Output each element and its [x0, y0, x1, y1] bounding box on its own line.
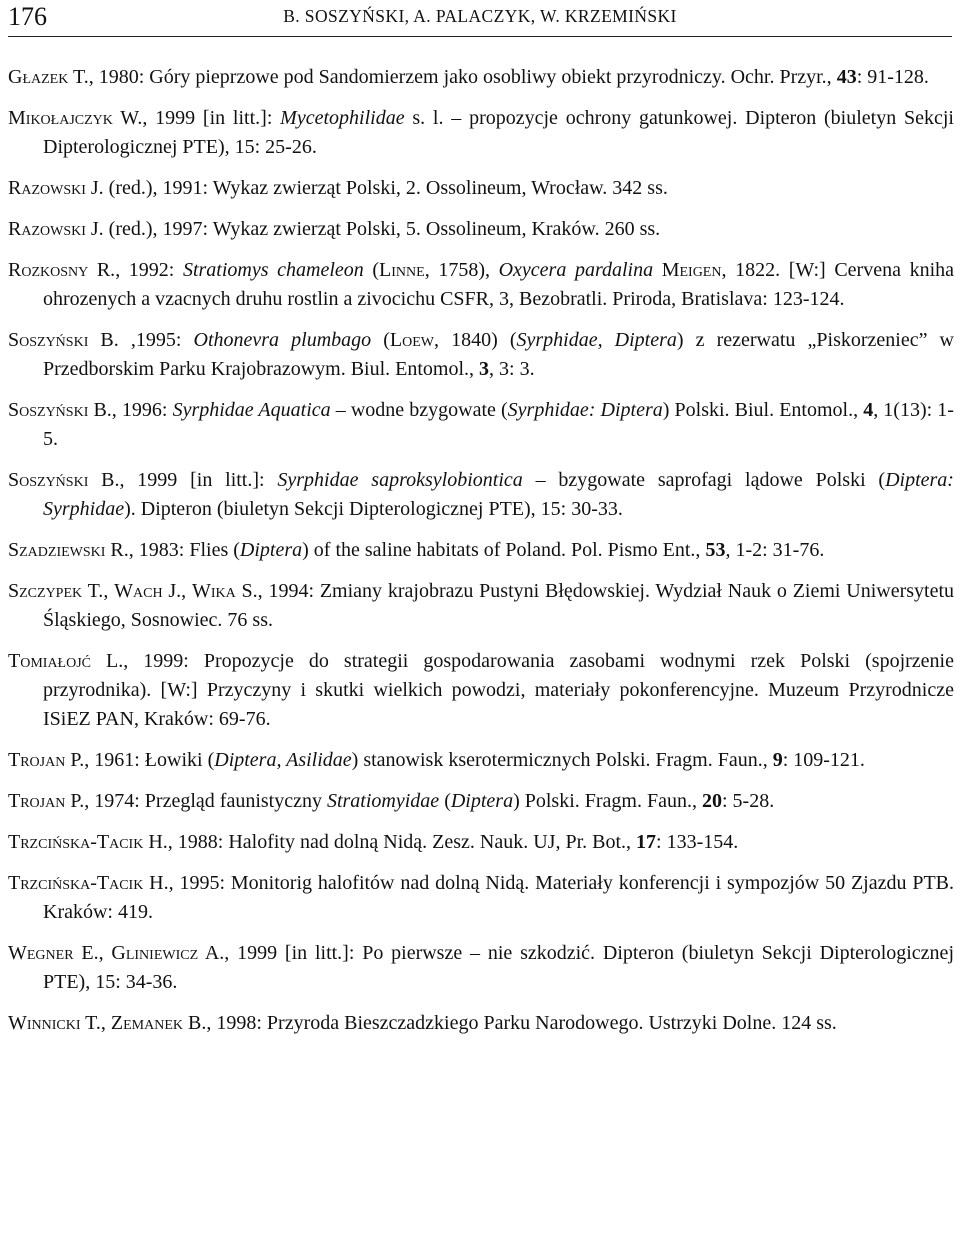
reference-text: , 1996: — [111, 399, 173, 421]
italic-text: Diptera: Syrphidae — [43, 469, 954, 520]
author-name: Trzcińska-Tacik H. — [8, 872, 169, 894]
reference-text: (red.), 1997: Wykaz zwierząt Polski, 5. Ossolineum, Kraków. 260 ss. — [103, 218, 661, 240]
reference-entry — [8, 746, 954, 775]
author-name: Soszyński B. — [8, 469, 120, 491]
reference-entry — [8, 256, 954, 314]
author-name: Głazek T. — [8, 66, 89, 88]
reference-text: , 1961: Łowiki ( — [84, 749, 215, 771]
reference-text: , 1994: Zmiany krajobrazu Pustyni Błędowskiej. Wydział Nauk o Ziemi Uniwersytetu Śląskiego, Sosnowiec. 76 ss. — [43, 580, 955, 631]
page-header — [8, 0, 952, 37]
reference-text — [653, 259, 662, 281]
page-number: 176 — [8, 2, 47, 31]
reference-text: , 1-2: 31-76. — [725, 539, 825, 561]
reference-text: – bzygowate saprofagi lądowe Polski ( — [522, 469, 886, 491]
reference-text: – wodne bzygowate ( — [330, 399, 508, 421]
author-name: Soszyński B. — [8, 399, 112, 421]
reference-text: , — [103, 580, 115, 602]
author-name: Mikołajczyk W. — [8, 107, 143, 129]
reference-text: ( — [371, 329, 390, 351]
reference-text: : 5-28. — [721, 790, 775, 812]
reference-entry — [8, 63, 954, 92]
italic-text: Diptera — [239, 539, 303, 561]
reference-text: , 1998: Przyroda Bieszczadzkiego Parku Narodowego. Ustrzyki Dolne. 124 ss. — [206, 1012, 837, 1034]
author-name: Wika S. — [191, 580, 258, 602]
volume-number: 43 — [836, 66, 857, 88]
reference-entry — [8, 466, 954, 524]
author-name: Razowski J. — [8, 177, 104, 199]
author-name: Winnicki T. — [8, 1012, 101, 1034]
reference-entry — [8, 104, 954, 162]
reference-entry — [8, 1009, 954, 1038]
reference-text: ) Polski. Biul. Entomol., — [662, 399, 864, 421]
reference-entry — [8, 787, 954, 816]
author-name: Razowski J. — [8, 218, 104, 240]
author-name: Rozkosny R. — [8, 259, 116, 281]
reference-text: ,1995: — [118, 329, 194, 351]
author-name: Gliniewicz A. — [111, 942, 225, 964]
reference-text: , 1999: Propozycje do strategii gospodarowania zasobami wodnymi rzek Polski (spojrzenie przyrodnika). [W:] Przyczyny i skutki wielkich powodzi, materiały pokonferencyjne. Muzeum Przyrodnicze ISiEZ PAN, Kraków: 69-76. — [43, 650, 954, 730]
italic-text: Oxycera pardalina — [498, 259, 654, 281]
reference-text: s. l. – propozycje ochrony gatunkowej. Dipteron (biuletyn Sekcji Dipterologicznej PTE), 15: 25-26. — [43, 107, 954, 158]
italic-text: Diptera, Asilidae — [214, 749, 352, 771]
reference-text: ( — [439, 790, 451, 812]
italic-text: Syrphidae Aquatica — [172, 399, 331, 421]
italic-text: Syrphidae, Diptera — [516, 329, 677, 351]
italic-text: Syrphidae saproksylobiontica — [277, 469, 523, 491]
italic-text: Syrphidae: Diptera — [507, 399, 663, 421]
author-name: Soszyński B. — [8, 329, 119, 351]
reference-text: , 1992: — [115, 259, 183, 281]
author-name: Wach J. — [114, 580, 182, 602]
volume-number: 20 — [701, 790, 722, 812]
author-name: Linne — [379, 259, 425, 281]
reference-list — [8, 63, 954, 1050]
reference-text: ) Polski. Fragm. Faun., — [513, 790, 702, 812]
reference-text: , 1988: Halofity nad dolną Nidą. Zesz. Nauk. UJ, Pr. Bot., — [167, 831, 637, 853]
volume-number: 53 — [705, 539, 726, 561]
reference-text: , 1983: Flies ( — [128, 539, 240, 561]
italic-text: Othonevra plumbago — [193, 329, 372, 351]
reference-text: , — [98, 942, 112, 964]
volume-number: 17 — [636, 831, 657, 853]
reference-entry — [8, 215, 954, 244]
reference-entry — [8, 536, 954, 565]
reference-entry — [8, 939, 954, 997]
reference-text: , 3: 3. — [489, 358, 535, 380]
reference-text: , 1758), — [424, 259, 499, 281]
author-name: Trzcińska-Tacik H. — [8, 831, 168, 853]
reference-text: : 133-154. — [656, 831, 739, 853]
reference-text: , — [181, 580, 192, 602]
author-name: Trojan P. — [8, 790, 85, 812]
reference-text: , 1999 [in litt.]: Po pierwsze – nie szkodzić. Dipteron (biuletyn Sekcji Dipterologicznej PTE), 15: 34-36. — [43, 942, 954, 993]
italic-text: Stratiomys chameleon — [182, 259, 364, 281]
reference-text: , 1(13): 1-5. — [43, 399, 954, 450]
author-name: Meigen — [661, 259, 722, 281]
reference-text: , 1995: Monitorig halofitów nad dolną Nidą. Materiały konferencji i sympozjów 50 Zjazdu PTB. Kraków: 419. — [43, 872, 955, 923]
reference-text: , — [100, 1012, 111, 1034]
reference-entry — [8, 869, 954, 927]
author-name: Trojan P. — [8, 749, 85, 771]
author-name: Szczypek T. — [8, 580, 104, 602]
reference-text: ). Dipteron (biuletyn Sekcji Dipterologicznej PTE), 15: 30-33. — [124, 498, 623, 520]
italic-text: Mycetophilidae — [280, 107, 405, 129]
author-name: Zemanek B. — [110, 1012, 207, 1034]
author-name: Loew — [389, 329, 434, 351]
volume-number: 3 — [479, 358, 490, 380]
reference-text: : 91-128. — [856, 66, 929, 88]
author-name: Szadziewski R. — [8, 539, 129, 561]
reference-text: ( — [363, 259, 380, 281]
reference-text: , 1840) ( — [433, 329, 517, 351]
volume-number: 9 — [772, 749, 783, 771]
reference-entry — [8, 396, 954, 454]
author-name: Wegner E. — [8, 942, 99, 964]
reference-entry — [8, 828, 954, 857]
reference-entry — [8, 577, 954, 635]
reference-text: , 1980: Góry pieprzowe pod Sandomierzem jako osobliwy obiekt przyrodniczy. Ochr. Przyr., — [88, 66, 837, 88]
reference-text: , 1999 [in litt.]: — [142, 107, 281, 129]
reference-text: , 1999 [in litt.]: — [119, 469, 278, 491]
reference-text: , 1974: Przegląd faunistyczny — [84, 790, 327, 812]
italic-text: Stratiomyidae — [326, 790, 440, 812]
volume-number: 4 — [863, 399, 874, 421]
reference-entry — [8, 174, 954, 203]
reference-text: ) z rezerwatu „Piskorzeniec” w Przedborskim Parku Krajobrazowym. Biul. Entomol., — [43, 329, 954, 380]
reference-entry — [8, 647, 954, 734]
italic-text: Diptera — [450, 790, 514, 812]
running-head: B. SOSZYŃSKI, A. PALACZYK, W. KRZEMIŃSKI — [283, 6, 677, 26]
reference-text: (red.), 1991: Wykaz zwierząt Polski, 2. Ossolineum, Wrocław. 342 ss. — [103, 177, 668, 199]
reference-text: , 1822. [W:] Cervena kniha ohrozenych a vzacnych druhu rostlin a zivocichu CSFR, 3, Bezobratli. Priroda, Bratislava: 123-124. — [43, 259, 954, 310]
reference-entry — [8, 326, 954, 384]
reference-text: ) stanowisk kserotermicznych Polski. Fragm. Faun., — [351, 749, 773, 771]
reference-text: : 109-121. — [782, 749, 865, 771]
reference-text: ) of the saline habitats of Poland. Pol. Pismo Ent., — [302, 539, 706, 561]
author-name: Tomiałojć L. — [8, 650, 124, 672]
